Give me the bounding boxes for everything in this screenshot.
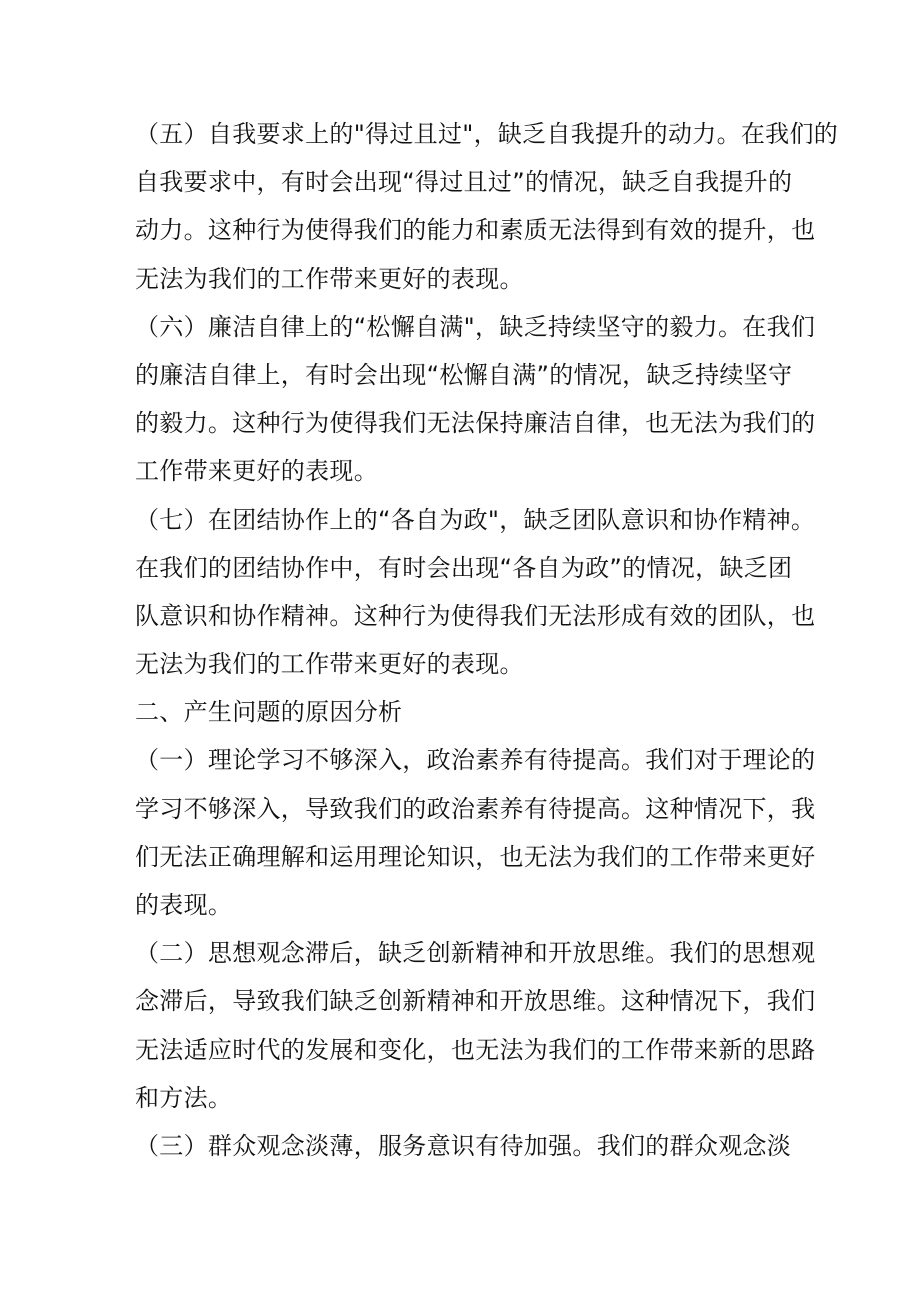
text-line: 的廉洁自律上，有时会出现“松懈自满”的情况，缺乏持续坚守 xyxy=(135,360,793,389)
section-heading: 二、产生问题的原因分析 xyxy=(135,698,403,727)
text-line: （二）思想观念滞后，缺乏创新精神和开放思维。我们的思想观 xyxy=(135,939,816,968)
text-line: 们无法正确理解和运用理论知识，也无法为我们的工作带来更好 xyxy=(135,842,816,871)
text-line: 自我要求中，有时会出现“得过且过”的情况，缺乏自我提升的 xyxy=(135,168,793,197)
text-line: （三）群众观念淡薄，服务意识有待加强。我们的群众观念淡 xyxy=(135,1131,792,1160)
text-line: 念滞后，导致我们缺乏创新精神和开放思维。这种情况下，我们 xyxy=(135,987,816,1016)
text-line: 学习不够深入，导致我们的政治素养有待提高。这种情况下，我 xyxy=(135,794,816,823)
text-line: 无法为我们的工作带来更好的表现。 xyxy=(135,264,524,293)
text-line: 和方法。 xyxy=(135,1083,233,1112)
text-line: 工作带来更好的表现。 xyxy=(135,457,378,486)
text-line: 在我们的团结协作中，有时会出现“各自为政”的情况，缺乏团 xyxy=(135,553,793,582)
text-line: 队意识和协作精神。这种行为使得我们无法形成有效的团队，也 xyxy=(135,601,816,630)
text-line: （一）理论学习不够深入，政治素养有待提高。我们对于理论的 xyxy=(135,746,816,775)
text-line: （七）在团结协作上的“各自为政"，缺乏团队意识和协作精神。 xyxy=(135,505,816,534)
text-line: 的毅力。这种行为使得我们无法保持廉洁自律，也无法为我们的 xyxy=(135,409,816,438)
text-line: （六）廉洁自律上的“松懈自满"，缺乏持续坚守的毅力。在我们 xyxy=(135,312,816,341)
text-line: 动力。这种行为使得我们的能力和素质无法得到有效的提升，也 xyxy=(135,216,816,245)
text-line: （五）自我要求上的"得过且过"，缺乏自我提升的动力。在我们的 xyxy=(135,120,839,148)
text-line: 无法适应时代的发展和变化，也无法为我们的工作带来新的思路 xyxy=(135,1035,816,1064)
text-line: 的表现。 xyxy=(135,891,233,919)
text-line: 无法为我们的工作带来更好的表现。 xyxy=(135,650,524,679)
document-body xyxy=(135,110,839,1170)
